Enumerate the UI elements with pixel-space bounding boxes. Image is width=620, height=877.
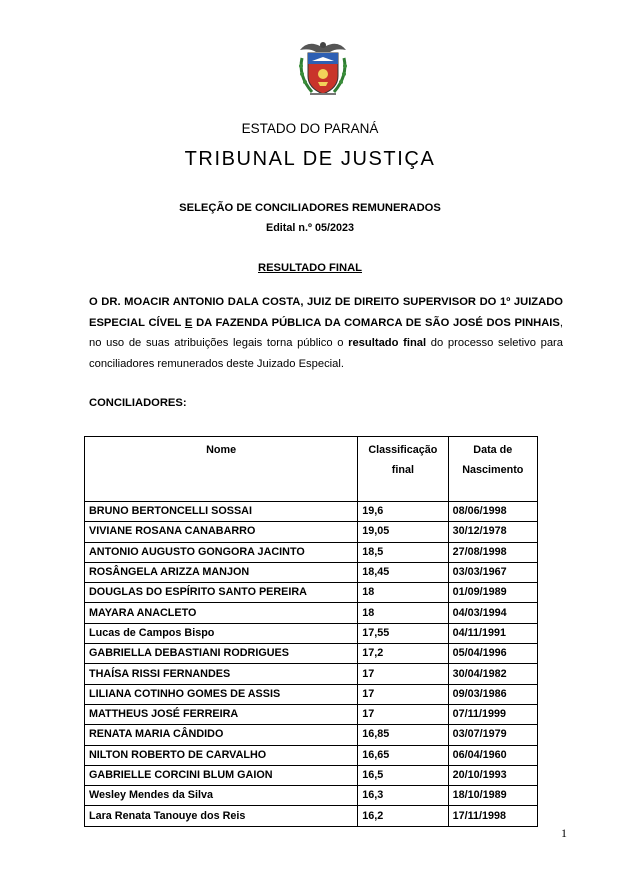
candidate-birth-date: 05/04/1996 [448, 644, 537, 664]
candidate-score: 17,55 [358, 623, 448, 643]
candidate-score: 18,5 [358, 542, 448, 562]
candidate-score: 17 [358, 664, 448, 684]
table-row [85, 704, 538, 724]
paragraph-bold-continuation: DA FAZENDA PÚBLICA DA COMARCA DE SÃO JOSÉ DOS PINHAIS [192, 316, 560, 329]
candidate-birth-date: 03/03/1967 [448, 562, 537, 582]
candidate-birth-date: 30/04/1982 [448, 664, 537, 684]
header-birth-line2: Nascimento [462, 464, 524, 476]
candidate-score: 17 [358, 684, 448, 704]
candidate-birth-date: 27/08/1998 [448, 542, 537, 562]
announcement-paragraph [89, 292, 563, 374]
candidate-name: GABRIELLA DEBASTIANI RODRIGUES [85, 644, 358, 664]
candidate-birth-date: 09/03/1986 [448, 684, 537, 704]
paragraph-bold-lead: O DR. MOACIR ANTONIO DALA COSTA, JUIZ DE DIREITO SUPERVISOR DO 1º JUIZADO ESPECIAL CÍVEL [89, 296, 563, 329]
candidate-score: 18 [358, 603, 448, 623]
candidate-score: 16,65 [358, 745, 448, 765]
table-row [85, 603, 538, 623]
candidate-score: 19,05 [358, 522, 448, 542]
table-row [85, 745, 538, 765]
table-row [85, 623, 538, 643]
parana-coat-of-arms-icon [290, 36, 356, 102]
candidate-birth-date: 20/10/1993 [448, 765, 537, 785]
candidate-name: GABRIELLE CORCINI BLUM GAION [85, 765, 358, 785]
table-body [85, 502, 538, 827]
paragraph-emphasis: resultado final [348, 337, 427, 350]
candidate-score: 17,2 [358, 644, 448, 664]
page-number: 1 [561, 826, 567, 840]
paragraph-underlined-e: E [184, 316, 193, 329]
candidate-birth-date: 17/11/1998 [448, 806, 537, 826]
table-row [85, 562, 538, 582]
candidate-score: 16,85 [358, 725, 448, 745]
candidate-name: ANTONIO AUGUSTO GONGORA JACINTO [85, 542, 358, 562]
candidate-birth-date: 30/12/1978 [448, 522, 537, 542]
candidate-name: ROSÂNGELA ARIZZA MANJON [85, 562, 358, 582]
header-name-label: Nome [206, 444, 237, 456]
candidate-name: VIVIANE ROSANA CANABARRO [85, 522, 358, 542]
header-score-line2: final [391, 464, 414, 476]
candidate-score: 18 [358, 583, 448, 603]
candidate-name: Wesley Mendes da Silva [85, 786, 358, 806]
table-row [85, 644, 538, 664]
edital-number: Edital n.º 05/2023 [266, 222, 354, 234]
table-row [85, 664, 538, 684]
candidate-name: Lara Renata Tanouye dos Reis [85, 806, 358, 826]
section-title: CONCILIADORES: [89, 397, 187, 409]
table-row [85, 725, 538, 745]
candidate-name: BRUNO BERTONCELLI SOSSAI [85, 502, 358, 522]
candidate-birth-date: 04/11/1991 [448, 623, 537, 643]
candidate-birth-date: 08/06/1998 [448, 502, 537, 522]
header-score [358, 437, 448, 502]
candidate-birth-date: 06/04/1960 [448, 745, 537, 765]
result-title: RESULTADO FINAL [258, 262, 362, 274]
paragraph-text-1: , no uso de suas atribuições legais torna público o [89, 316, 563, 350]
candidate-name: Lucas de Campos Bispo [85, 623, 358, 643]
candidate-name: LILIANA COTINHO GOMES DE ASSIS [85, 684, 358, 704]
candidate-birth-date: 07/11/1999 [448, 704, 537, 724]
table-row [85, 786, 538, 806]
candidate-score: 18,45 [358, 562, 448, 582]
candidate-score: 16,5 [358, 765, 448, 785]
candidate-name: DOUGLAS DO ESPÍRITO SANTO PEREIRA [85, 583, 358, 603]
court-name: TRIBUNAL DE JUSTIÇA [184, 148, 436, 170]
header-score-line1: Classificação [368, 444, 438, 456]
candidate-birth-date: 01/09/1989 [448, 583, 537, 603]
candidate-name: MATTHEUS JOSÉ FERREIRA [85, 704, 358, 724]
table-row [85, 542, 538, 562]
selection-title: SELEÇÃO DE CONCILIADORES REMUNERADOS [179, 202, 441, 214]
candidate-score: 16,2 [358, 806, 448, 826]
table-row [85, 502, 538, 522]
candidate-name: MAYARA ANACLETO [85, 603, 358, 623]
table-row [85, 522, 538, 542]
candidate-score: 17 [358, 704, 448, 724]
table-row [85, 684, 538, 704]
table-row [85, 583, 538, 603]
header-name [85, 437, 358, 502]
header-birth [448, 437, 537, 502]
candidate-birth-date: 04/03/1994 [448, 603, 537, 623]
header-birth-line1: Data de [473, 444, 513, 456]
state-name: ESTADO DO PARANÁ [241, 121, 379, 136]
candidate-score: 19,6 [358, 502, 448, 522]
candidate-birth-date: 03/07/1979 [448, 725, 537, 745]
table-row [85, 765, 538, 785]
paragraph-text-2: do processo seletivo para conciliadores remunerados deste Juizado Especial. [89, 337, 563, 370]
candidate-score: 16,3 [358, 786, 448, 806]
candidate-name: RENATA MARIA CÂNDIDO [85, 725, 358, 745]
candidate-name: NILTON ROBERTO DE CARVALHO [85, 745, 358, 765]
candidate-name: THAÍSA RISSI FERNANDES [85, 664, 358, 684]
candidate-birth-date: 18/10/1989 [448, 786, 537, 806]
table-header-row [85, 437, 538, 502]
table-row [85, 806, 538, 826]
candidates-table [84, 436, 538, 827]
